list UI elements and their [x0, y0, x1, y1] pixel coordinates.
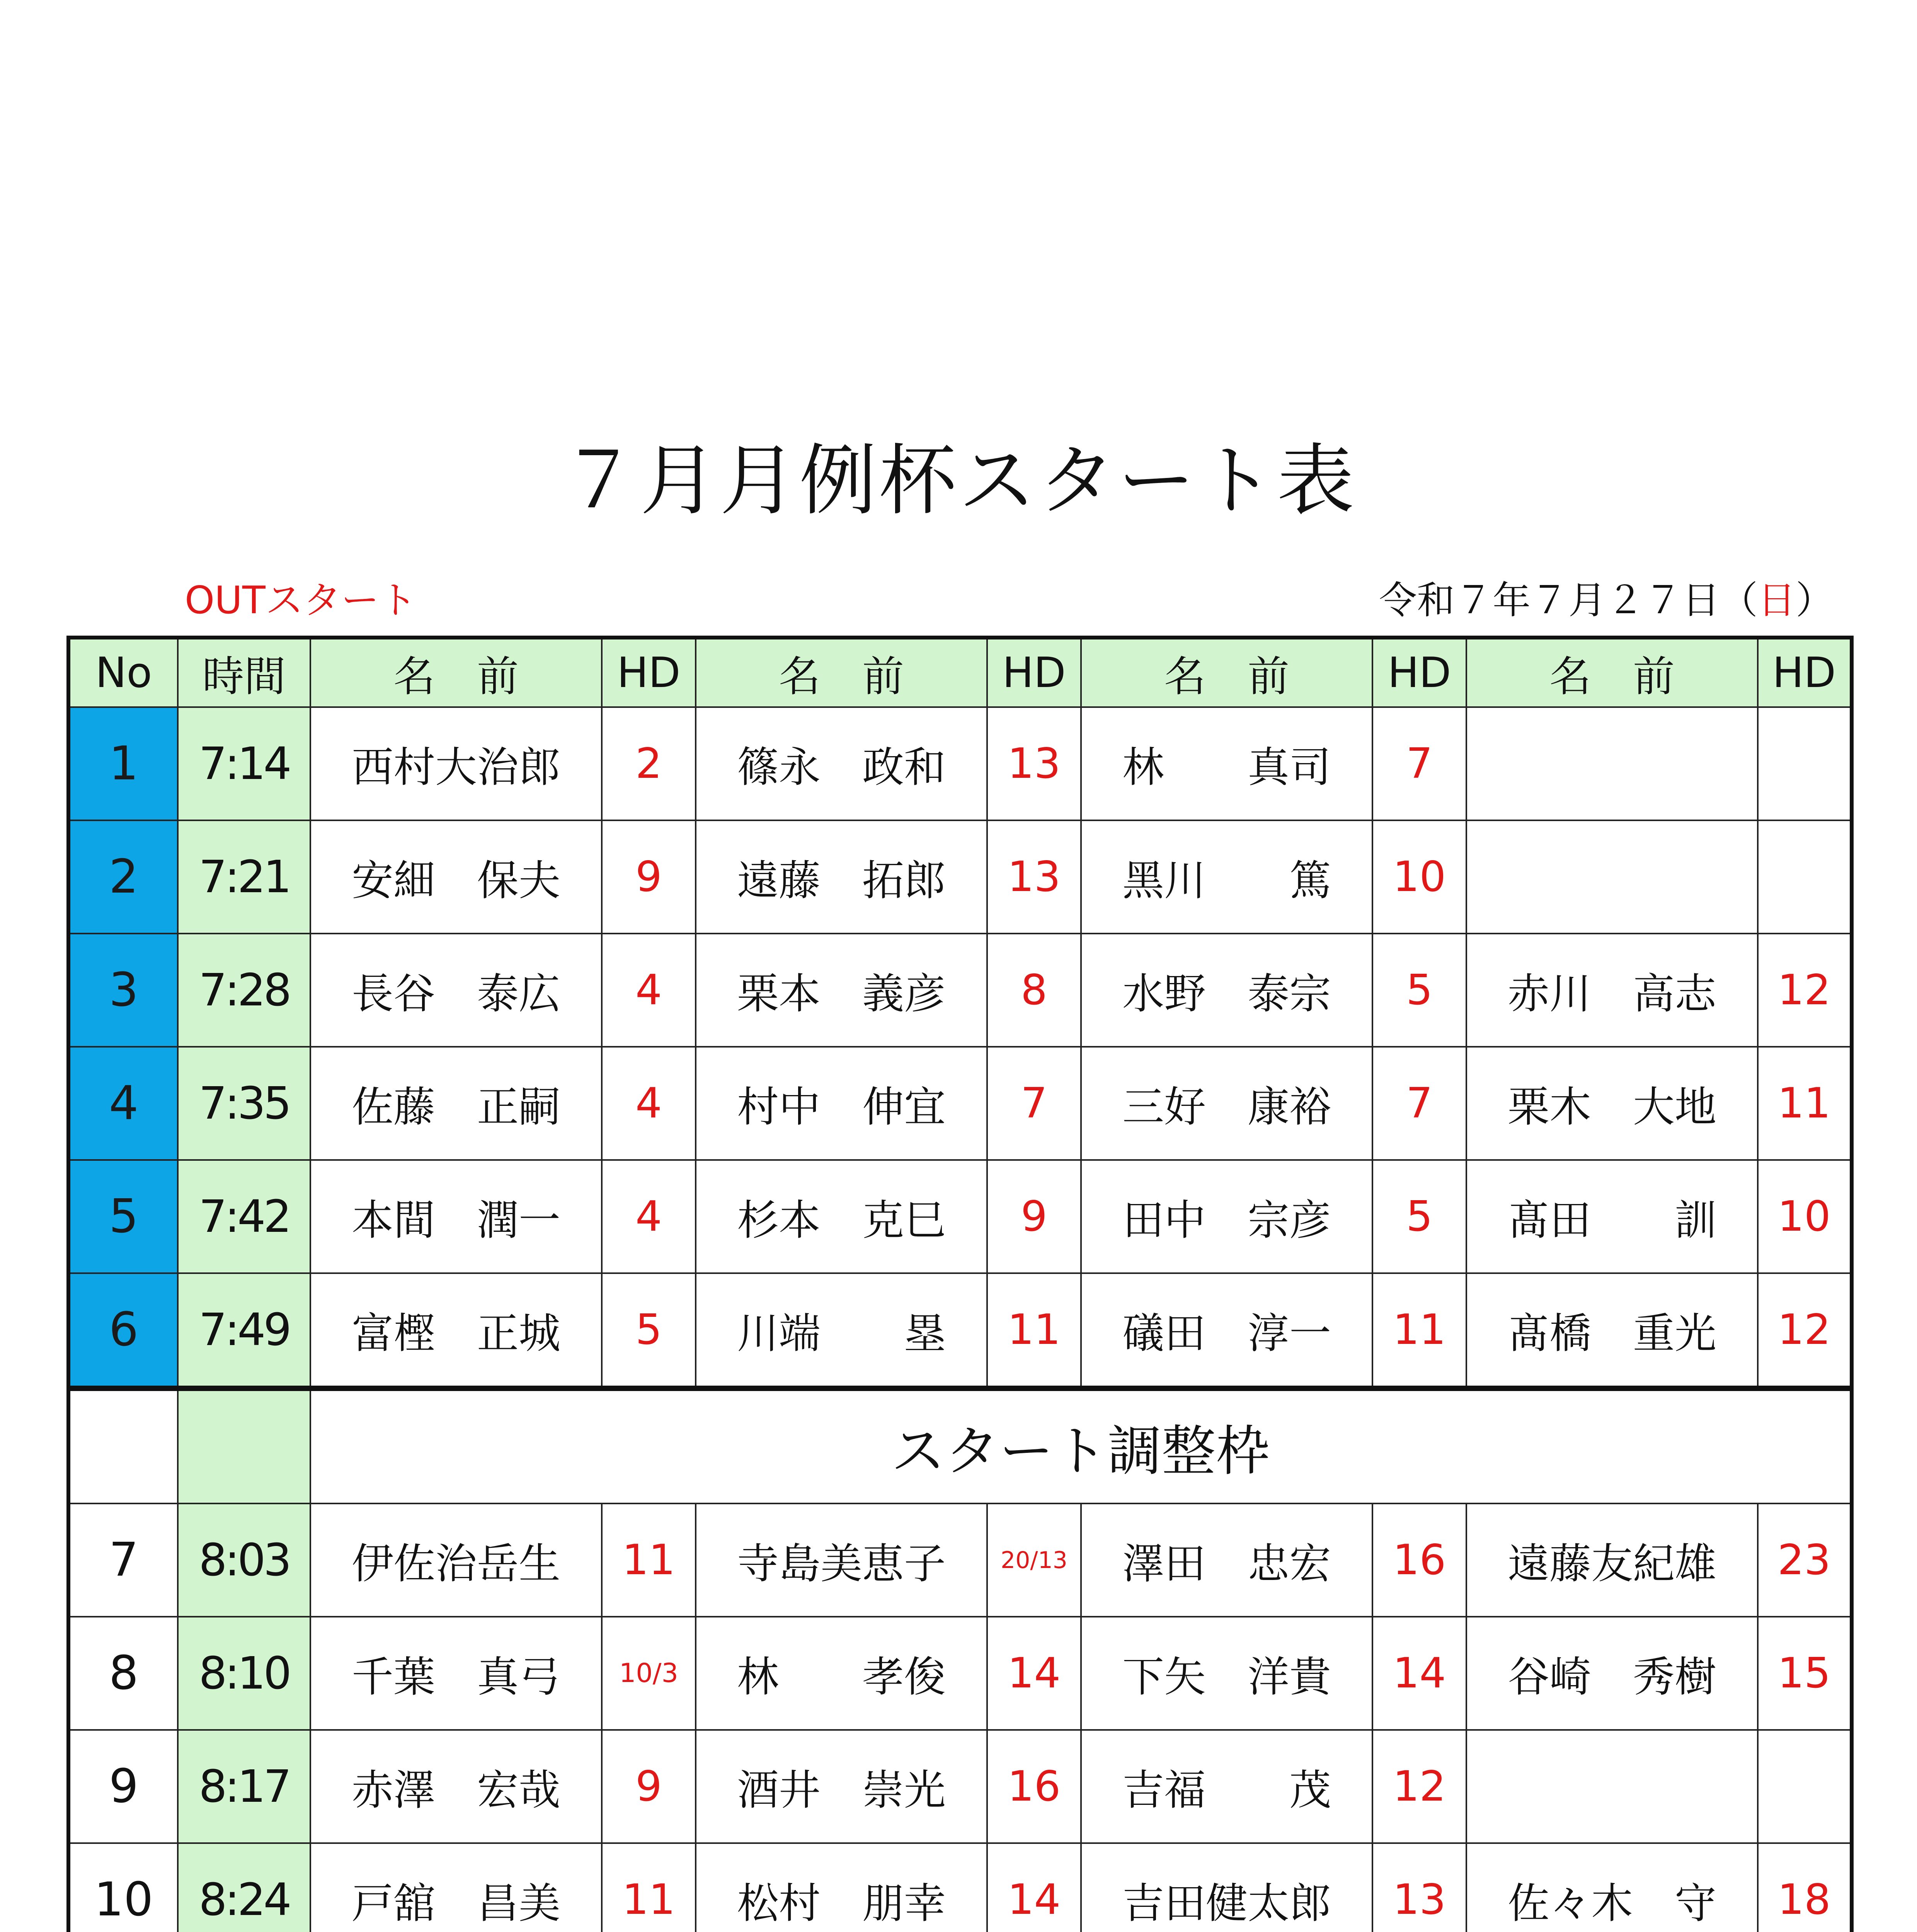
- handicap: 13: [1372, 1843, 1466, 1932]
- handicap: 14: [987, 1843, 1081, 1932]
- handicap: [1758, 1730, 1852, 1843]
- tee-time: 7:21: [178, 820, 310, 934]
- date-label: [1379, 570, 1834, 624]
- date-prefix: 令和７年７月２７日（: [1379, 578, 1758, 622]
- handicap: 9: [602, 1730, 696, 1843]
- handicap: 18: [1758, 1843, 1852, 1932]
- player-name: 遠藤友紀雄: [1466, 1503, 1758, 1617]
- header-hd-1: HD: [602, 638, 696, 707]
- adjust-no-blank: [68, 1388, 178, 1503]
- player-name: 髙橋 重光: [1466, 1273, 1758, 1388]
- table-row: [68, 934, 1852, 1047]
- handicap: 4: [602, 1160, 696, 1273]
- table-row: [68, 1843, 1852, 1932]
- handicap: 10: [1758, 1160, 1852, 1273]
- handicap: 5: [602, 1273, 696, 1388]
- handicap: 20/13: [987, 1503, 1081, 1617]
- group-number: 3: [68, 934, 178, 1047]
- player-name: 本間 潤一: [310, 1160, 602, 1273]
- handicap: 4: [602, 934, 696, 1047]
- header-hd-4: HD: [1758, 638, 1852, 707]
- handicap: 23: [1758, 1503, 1852, 1617]
- handicap: 14: [987, 1617, 1081, 1730]
- handicap: 7: [1372, 707, 1466, 820]
- tee-time: 8:24: [178, 1843, 310, 1932]
- player-name: [1466, 820, 1758, 934]
- group-number: 7: [68, 1503, 178, 1617]
- player-name: 千葉 真弓: [310, 1617, 602, 1730]
- group-number: 5: [68, 1160, 178, 1273]
- player-name: 林 真司: [1081, 707, 1372, 820]
- handicap: 2: [602, 707, 696, 820]
- tee-time: 8:17: [178, 1730, 310, 1843]
- player-name: 三好 康裕: [1081, 1047, 1372, 1160]
- tee-time: 7:35: [178, 1047, 310, 1160]
- handicap: 10/3: [602, 1617, 696, 1730]
- handicap: 13: [987, 820, 1081, 934]
- player-name: 西村大治郎: [310, 707, 602, 820]
- handicap: 5: [1372, 934, 1466, 1047]
- player-name: [1466, 1730, 1758, 1843]
- handicap: 14: [1372, 1617, 1466, 1730]
- player-name: 篠永 政和: [696, 707, 987, 820]
- player-name: 下矢 洋貴: [1081, 1617, 1372, 1730]
- adjust-row: [68, 1388, 1852, 1503]
- player-name: 黑川 篤: [1081, 820, 1372, 934]
- player-name: 杉本 克巳: [696, 1160, 987, 1273]
- handicap: 11: [602, 1503, 696, 1617]
- player-name: 寺島美恵子: [696, 1503, 987, 1617]
- table-row: [68, 1617, 1852, 1730]
- handicap: 9: [987, 1160, 1081, 1273]
- player-name: 栗木 大地: [1466, 1047, 1758, 1160]
- handicap: 11: [987, 1273, 1081, 1388]
- player-name: 村中 伸宜: [696, 1047, 987, 1160]
- player-name: 長谷 泰広: [310, 934, 602, 1047]
- player-name: 谷崎 秀樹: [1466, 1617, 1758, 1730]
- table-row: [68, 1047, 1852, 1160]
- player-name: 礒田 淳一: [1081, 1273, 1372, 1388]
- handicap: 4: [602, 1047, 696, 1160]
- tee-time: 7:14: [178, 707, 310, 820]
- header-name-1: 名 前: [310, 638, 602, 707]
- header-hd-2: HD: [987, 638, 1081, 707]
- player-name: 赤川 高志: [1466, 934, 1758, 1047]
- player-name: 松村 朋幸: [696, 1843, 987, 1932]
- handicap: 13: [987, 707, 1081, 820]
- group-number: 2: [68, 820, 178, 934]
- header-no: No: [68, 638, 178, 707]
- group-number: 8: [68, 1617, 178, 1730]
- handicap: 12: [1758, 1273, 1852, 1388]
- table-row: [68, 1503, 1852, 1617]
- handicap: 16: [1372, 1503, 1466, 1617]
- handicap: 9: [602, 820, 696, 934]
- handicap: [1758, 707, 1852, 820]
- player-name: 赤澤 宏哉: [310, 1730, 602, 1843]
- tee-time: 7:42: [178, 1160, 310, 1273]
- table-row: [68, 707, 1852, 820]
- header-row: [68, 638, 1852, 707]
- group-number: 9: [68, 1730, 178, 1843]
- group-number: 10: [68, 1843, 178, 1932]
- handicap: 11: [602, 1843, 696, 1932]
- table-row: [68, 1160, 1852, 1273]
- group-number: 1: [68, 707, 178, 820]
- group-number: 6: [68, 1273, 178, 1388]
- handicap: 7: [987, 1047, 1081, 1160]
- player-name: 佐々木 守: [1466, 1843, 1758, 1932]
- player-name: 吉福 茂: [1081, 1730, 1372, 1843]
- handicap: 5: [1372, 1160, 1466, 1273]
- page-title: ７月月例杯スタート表: [560, 436, 1357, 526]
- handicap: 16: [987, 1730, 1081, 1843]
- player-name: 遠藤 拓郎: [696, 820, 987, 934]
- player-name: 伊佐治岳生: [310, 1503, 602, 1617]
- player-name: 澤田 忠宏: [1081, 1503, 1372, 1617]
- handicap: 12: [1758, 934, 1852, 1047]
- header-time: 時間: [178, 638, 310, 707]
- header-hd-3: HD: [1372, 638, 1466, 707]
- day-of-week: 日: [1757, 578, 1796, 622]
- handicap: 15: [1758, 1617, 1852, 1730]
- table-row: [68, 1273, 1852, 1388]
- player-name: 吉田健太郎: [1081, 1843, 1372, 1932]
- start-label: OUTスタート: [185, 578, 417, 622]
- header-name-3: 名 前: [1081, 638, 1372, 707]
- player-name: 栗本 義彦: [696, 934, 987, 1047]
- tee-time: 7:28: [178, 934, 310, 1047]
- handicap: 12: [1372, 1730, 1466, 1843]
- handicap: 8: [987, 934, 1081, 1047]
- handicap: 11: [1372, 1273, 1466, 1388]
- player-name: 水野 泰宗: [1081, 934, 1372, 1047]
- tee-time: 7:49: [178, 1273, 310, 1388]
- player-name: 髙田 訓: [1466, 1160, 1758, 1273]
- player-name: [1466, 707, 1758, 820]
- handicap: 11: [1758, 1047, 1852, 1160]
- tee-time: 8:10: [178, 1617, 310, 1730]
- adjust-label: スタート調整枠: [310, 1388, 1852, 1503]
- header-name-2: 名 前: [696, 638, 987, 707]
- tee-time: 8:03: [178, 1503, 310, 1617]
- player-name: 佐藤 正嗣: [310, 1047, 602, 1160]
- player-name: 戸舘 昌美: [310, 1843, 602, 1932]
- start-table: [66, 636, 1854, 1932]
- handicap: 10: [1372, 820, 1466, 934]
- group-number: 4: [68, 1047, 178, 1160]
- player-name: 田中 宗彦: [1081, 1160, 1372, 1273]
- player-name: 川端 塁: [696, 1273, 987, 1388]
- adjust-time-blank: [178, 1388, 310, 1503]
- handicap: [1758, 820, 1852, 934]
- table-row: [68, 1730, 1852, 1843]
- player-name: 林 孝俊: [696, 1617, 987, 1730]
- date-suffix: ）: [1795, 578, 1834, 622]
- player-name: 酒井 崇光: [696, 1730, 987, 1843]
- player-name: 安細 保夫: [310, 820, 602, 934]
- table-row: [68, 820, 1852, 934]
- handicap: 7: [1372, 1047, 1466, 1160]
- header-name-4: 名 前: [1466, 638, 1758, 707]
- player-name: 富樫 正城: [310, 1273, 602, 1388]
